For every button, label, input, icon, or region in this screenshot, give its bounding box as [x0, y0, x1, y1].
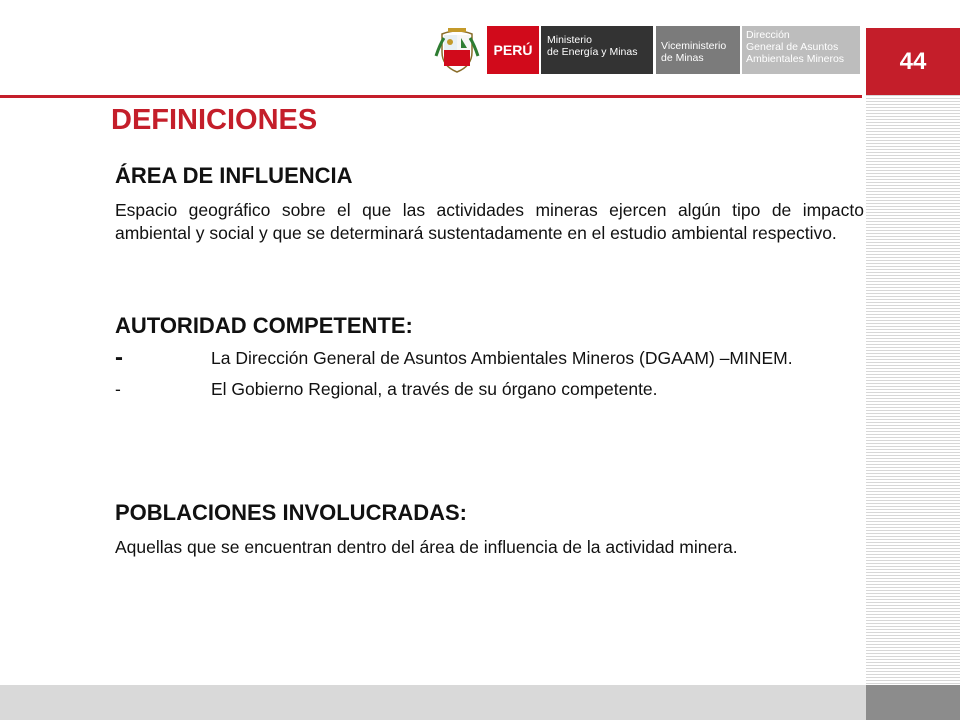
footer-corner: [866, 685, 960, 720]
vice-line: de Minas: [661, 52, 704, 64]
ministry-line: Ministerio: [547, 34, 592, 46]
peru-coat-of-arms-icon: [434, 26, 480, 74]
direction-label: [742, 26, 860, 74]
section-heading: AUTORIDAD COMPETENTE:: [115, 313, 413, 338]
ministry-label: [541, 26, 653, 74]
direction-line: Ambientales Mineros: [746, 53, 845, 65]
list-item-text: La Dirección General de Asuntos Ambientales Mineros (DGAAM) –MINEM.: [211, 348, 793, 368]
vice-ministry-label: [656, 26, 740, 74]
section-poblaciones-involucradas: [115, 500, 864, 559]
section-body: Espacio geográfico sobre el que las actividades mineras ejercen algún tipo de impacto ambiental y social y que se determinará sustentadamente en el estudio ambiental respectivo.: [115, 200, 864, 243]
section-area-influencia: [115, 163, 864, 245]
side-stripe-decoration: [866, 95, 960, 685]
page-number: 44: [866, 28, 960, 95]
footer-bar: [0, 685, 866, 720]
list-marker: -: [115, 379, 121, 399]
section-body: Aquellas que se encuentran dentro del área de influencia de la actividad minera.: [115, 537, 738, 557]
direction-line: Dirección: [746, 29, 790, 41]
direction-line: General de Asuntos: [746, 41, 839, 53]
peru-label: PERÚ: [487, 26, 539, 74]
header-divider: [0, 95, 862, 98]
section-heading: POBLACIONES INVOLUCRADAS:: [115, 500, 468, 525]
list-item: [115, 344, 864, 371]
list-marker: -: [115, 344, 123, 371]
section-heading: ÁREA DE INFLUENCIA: [115, 163, 353, 188]
vice-line: Viceministerio: [661, 40, 727, 52]
slide-title: DEFINICIONES: [111, 104, 318, 136]
section-autoridad-competente: [115, 313, 864, 401]
list-item: [115, 378, 864, 401]
ministry-line: de Energía y Minas: [547, 46, 638, 58]
list-item-text: El Gobierno Regional, a través de su órgano competente.: [211, 379, 658, 399]
